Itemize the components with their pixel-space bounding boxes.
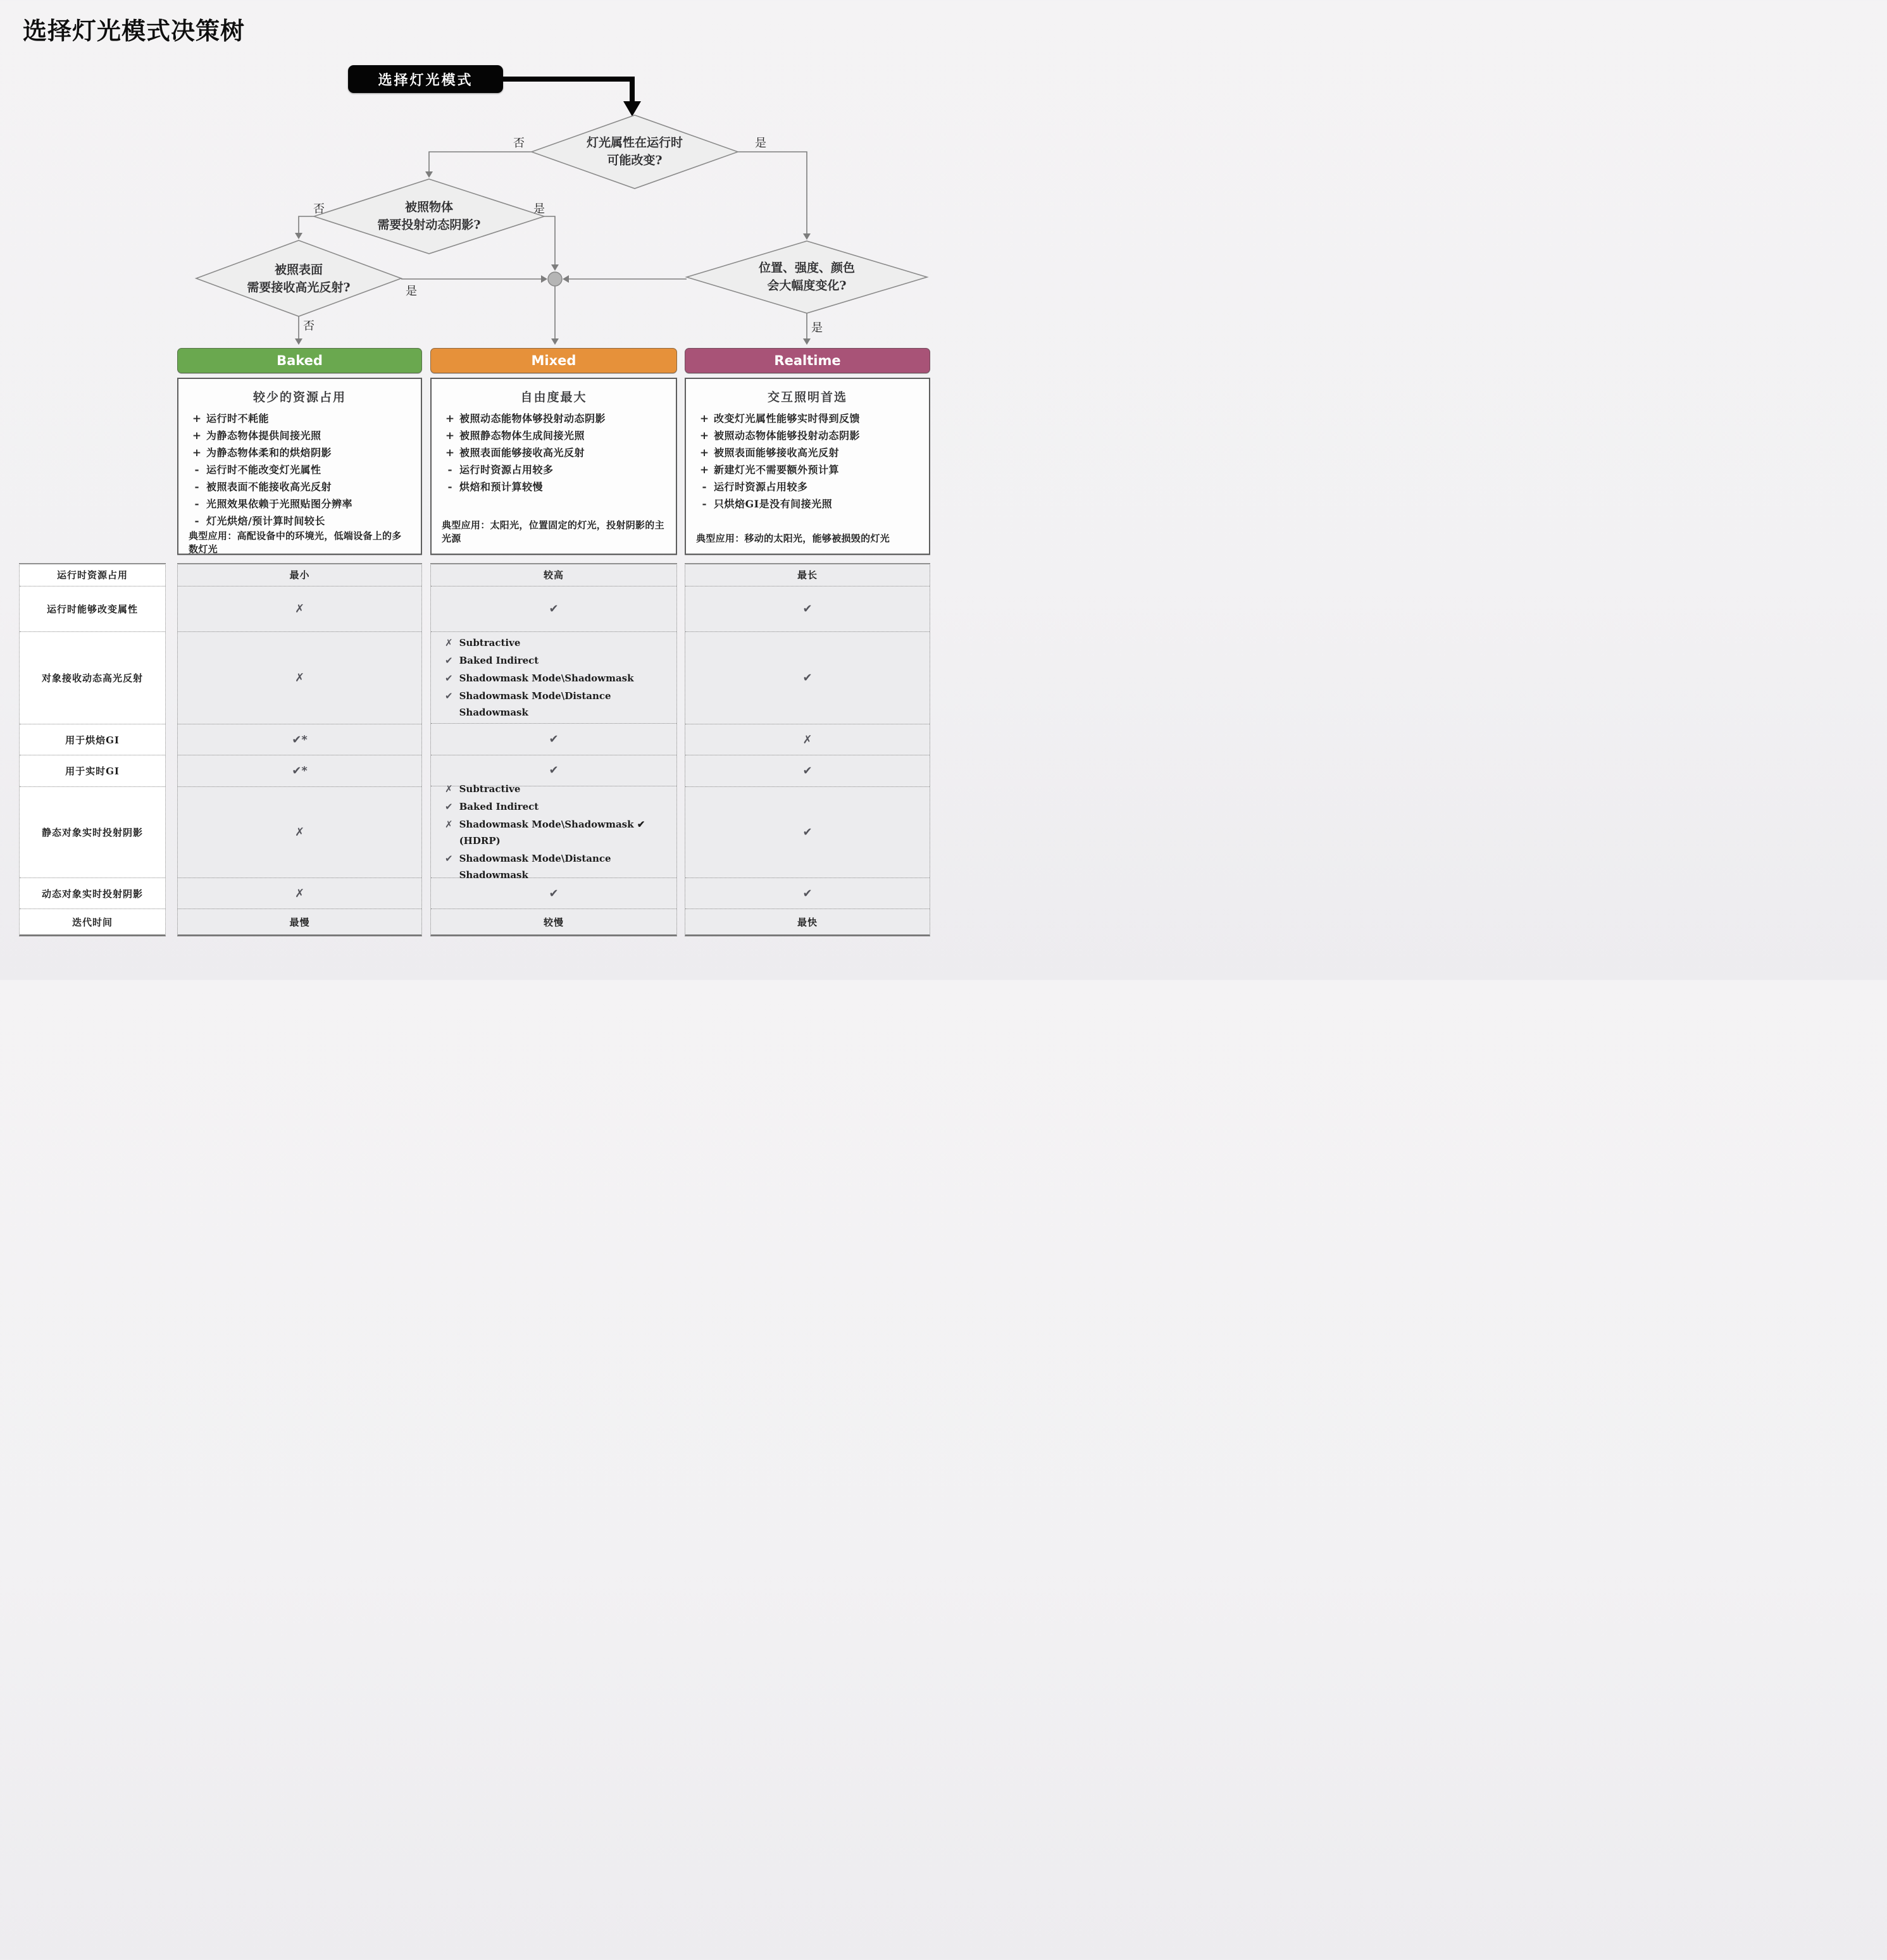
row-label: 用于实时GI: [65, 766, 120, 778]
start-arrowhead: [623, 101, 641, 116]
list-item: [695, 428, 920, 443]
decision-text-1: 灯光属性在运行时 可能改变?: [586, 135, 683, 167]
mode-header-baked: Baked: [177, 348, 422, 373]
list-item: [445, 688, 676, 721]
item-text: 运行时资源占用较多: [459, 464, 554, 476]
item-text: 被照表面能够接收高光反射: [459, 447, 585, 459]
check-mark: ✔: [549, 886, 559, 900]
comparison-table-realtime: [685, 563, 930, 936]
check-mark: ✔: [802, 602, 813, 616]
item-sign: +: [445, 430, 455, 442]
start-arrow: [503, 79, 632, 102]
item-sign: +: [699, 447, 709, 459]
connector-lines: [299, 152, 807, 339]
card-headline: 交互照明首选: [767, 390, 847, 404]
list-item: [445, 635, 520, 651]
table-cell: 较高: [543, 569, 564, 581]
check-mark: ✔: [549, 602, 559, 616]
check-mark: ✔*: [292, 733, 308, 747]
cross-mark: ✗: [294, 671, 305, 685]
check-mark: ✔: [445, 801, 453, 813]
mode-header-mixed: Mixed: [430, 348, 677, 373]
decision-text-2: 被照物体 需要投射动态阴影?: [377, 200, 481, 232]
check-mark: ✔: [802, 886, 813, 900]
item-text: 只烘焙GI是没有间接光照: [714, 498, 833, 510]
item-text: 被照表面能够接收高光反射: [714, 447, 840, 459]
item-sign: +: [699, 412, 709, 425]
pros-cons-list: [187, 411, 412, 529]
list-item: [440, 411, 667, 426]
typical-use: 典型应用：高配设备中的环境光，低端设备上的多数灯光: [189, 530, 402, 555]
branch-label-no: 否: [513, 137, 525, 150]
item-text: 灯光烘焙/预计算时间较长: [206, 515, 325, 527]
item-text: 被照表面不能接收高光反射: [206, 481, 332, 493]
cross-mark: ✗: [294, 825, 305, 839]
item-text: Shadowmask Mode\Distance Shadowmask: [459, 690, 611, 718]
cross-mark: ✗: [294, 886, 305, 900]
branch-label-yes: 是: [533, 202, 545, 216]
decision-text-4: 位置、强度、颜色 会大幅度变化?: [758, 261, 855, 292]
item-text: 改变灯光属性能够实时得到反馈: [714, 412, 861, 425]
comparison-table-labels: [19, 563, 166, 936]
check-mark: ✗: [445, 819, 453, 831]
item-text: 光照效果依赖于光照贴图分辨率: [206, 498, 353, 510]
check-mark: ✔: [802, 825, 813, 839]
table-cell: 最慢: [289, 916, 310, 928]
list-item: [440, 428, 667, 443]
item-text: 运行时不能改变灯光属性: [206, 464, 321, 476]
list-item: [695, 480, 920, 495]
mode-header-realtime: Realtime: [685, 348, 930, 373]
list-item: [187, 428, 412, 443]
item-sign: +: [445, 447, 455, 459]
list-item: [440, 445, 667, 461]
check-mark: ✗: [445, 783, 453, 795]
list-item: [187, 462, 412, 478]
item-sign: +: [699, 430, 709, 442]
list-item: [440, 480, 667, 495]
check-mark: ✔: [445, 853, 453, 865]
list-item: [695, 411, 920, 426]
lighting-mode-decision-tree: [0, 0, 944, 980]
item-text: Baked Indirect: [459, 801, 539, 813]
row-label: 动态对象实时投射阴影: [41, 888, 143, 900]
check-mark: ✔: [445, 690, 453, 702]
card-headline: 较少的资源占用: [252, 390, 346, 404]
row-label: 运行时能够改变属性: [46, 603, 138, 615]
comparison-table-baked: [177, 563, 422, 936]
item-text: 被照静态物体生成间接光照: [459, 430, 585, 442]
item-text: Shadowmask Mode\Distance Shadowmask: [459, 853, 611, 881]
table-cell: 最快: [797, 916, 818, 928]
list-item: [695, 445, 920, 461]
item-sign: +: [192, 430, 202, 442]
check-mark: ✔: [802, 671, 813, 685]
item-sign: +: [699, 464, 709, 476]
row-label: 迭代时间: [72, 916, 113, 928]
list-item: [187, 497, 412, 512]
item-sign: +: [192, 412, 202, 425]
table-cell: 较慢: [543, 916, 564, 928]
list-item: [445, 652, 539, 669]
comparison-table-mixed: [430, 563, 677, 936]
item-sign: -: [194, 481, 199, 493]
item-sign: -: [194, 498, 199, 511]
item-text: 运行时不耗能: [206, 412, 270, 425]
table-cell: 最长: [797, 569, 818, 581]
item-text: 烘焙和预计算较慢: [459, 481, 544, 493]
mode-card-baked: [177, 378, 422, 555]
list-item: [445, 816, 676, 849]
item-sign: -: [702, 481, 707, 493]
check-mark: ✗: [445, 636, 453, 648]
list-item: [695, 497, 920, 512]
start-node: 选择灯光模式: [348, 65, 503, 93]
branch-label-yes: 是: [755, 137, 766, 150]
check-mark: ✔*: [292, 764, 308, 778]
item-sign: -: [447, 464, 452, 476]
item-sign: -: [194, 464, 199, 476]
cross-mark: ✗: [294, 602, 305, 616]
check-mark: ✔: [445, 654, 453, 666]
row-label: 静态对象实时投射阴影: [41, 826, 143, 838]
item-text: 新建灯光不需要额外预计算: [714, 464, 840, 476]
item-text: Baked Indirect: [459, 654, 539, 666]
item-sign: +: [445, 412, 455, 425]
item-sign: -: [194, 515, 199, 528]
item-text: 被照动态物体能够投射动态阴影: [714, 430, 861, 442]
list-item: [187, 514, 412, 529]
item-sign: +: [192, 447, 202, 459]
item-text: 运行时资源占用较多: [714, 481, 808, 493]
check-mark: ✔: [549, 764, 559, 778]
mode-option-list: [431, 781, 676, 883]
decision-text-3: 被照表面 需要接收高光反射?: [247, 263, 351, 294]
branch-label-no: 否: [303, 319, 314, 333]
list-item: [445, 781, 520, 797]
list-item: [187, 445, 412, 461]
list-item: [440, 462, 667, 478]
mode-option-list: [431, 635, 676, 721]
list-item: [445, 798, 539, 815]
item-text: Shadowmask Mode\Shadowmask ✔ (HDRP): [459, 819, 645, 847]
branch-label-no: 否: [313, 202, 325, 216]
check-mark: ✔: [802, 764, 813, 778]
check-mark: ✔: [549, 732, 559, 746]
list-item: [187, 411, 412, 426]
cross-mark: ✗: [802, 733, 813, 747]
list-item: [187, 480, 412, 495]
item-text: 为静态物体提供间接光照: [206, 430, 321, 442]
check-mark: ✔: [445, 672, 453, 684]
row-label: 对象接收动态高光反射: [41, 672, 143, 684]
typical-use: 典型应用：太阳光，位置固定的灯光，投射阴影的主光源: [442, 519, 664, 544]
page-title: 选择灯光模式决策树: [23, 16, 246, 45]
pros-cons-list: [440, 411, 667, 495]
item-text: Shadowmask Mode\Shadowmask: [459, 672, 634, 684]
card-headline: 自由度最大: [520, 390, 587, 404]
list-item: [695, 462, 920, 478]
item-text: Subtractive: [459, 783, 521, 795]
junction-connector: [548, 272, 562, 286]
table-cell: 最小: [289, 569, 310, 581]
item-text: Subtractive: [459, 636, 521, 648]
item-text: 被照动态能物体够投射动态阴影: [459, 412, 606, 425]
typical-use: 典型应用：移动的太阳光，能够被损毁的灯光: [696, 533, 890, 544]
branch-label-yes: 是: [811, 321, 823, 335]
item-sign: -: [702, 498, 707, 511]
item-sign: -: [447, 481, 452, 493]
branch-label-yes: 是: [406, 285, 417, 298]
pros-cons-list: [695, 411, 920, 512]
row-label: 运行时资源占用: [56, 569, 128, 581]
mode-card-mixed: [430, 378, 677, 555]
list-item: [445, 670, 634, 686]
row-label: 用于烘焙GI: [65, 734, 120, 746]
mode-card-realtime: [685, 378, 930, 555]
item-text: 为静态物体柔和的烘焙阴影: [206, 447, 332, 459]
